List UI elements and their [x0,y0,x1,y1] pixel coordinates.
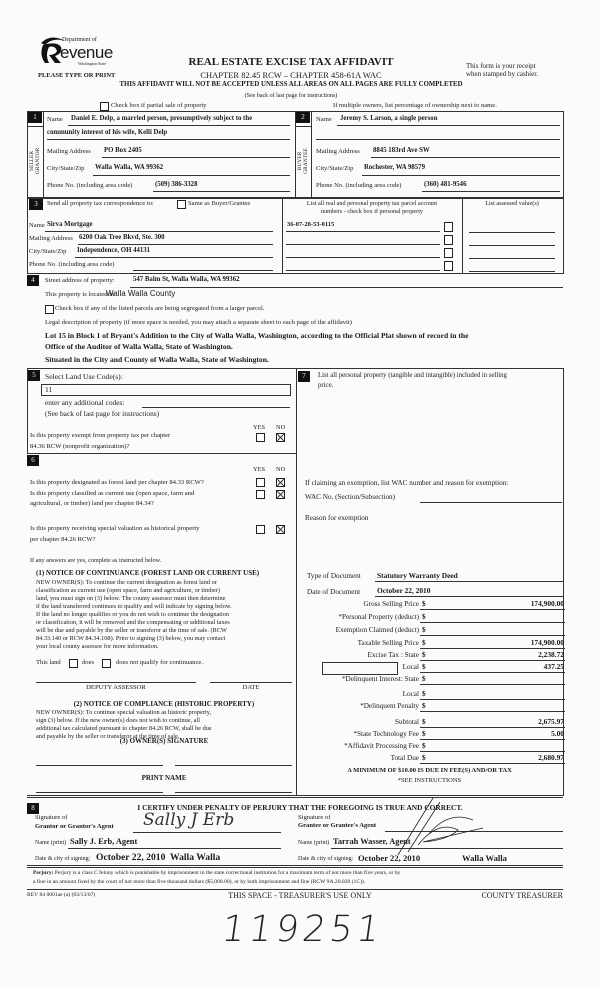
section-3-number: 3 [29,199,43,210]
notice-line: your local county assessor for more information. [36,643,159,650]
treasurer-use-label: THIS SPACE - TREASURER'S USE ONLY [228,891,372,900]
section-6-number: 6 [27,455,39,466]
tax-row-line [420,684,565,685]
exempt-yes-checkbox[interactable] [256,433,265,442]
section-2-number: 2 [296,112,310,123]
print-name-label: PRINT NAME [141,774,187,782]
historic-no-checkbox[interactable] [276,525,285,534]
grantee-sig-label-2: Grantee or Grantee's Agent [298,822,377,829]
yes-header: YES [253,424,266,431]
tax-row-label: *Personal Property (deduct) [338,613,419,621]
notice-line: NEW OWNER(S): To continue the current designation as forest land or [36,579,217,586]
grantee-date-label: Date & city of signing: [298,856,354,862]
perjury-line-1: Perjury: Perjury is a class C felony which is punishable by imprisonment in the state correctional institution for a maximum term of not more than five years, or by [33,870,401,876]
seller-mailing[interactable]: PO Box 2405 [104,147,142,154]
partial-sale-label: Check box if partial sale of property [111,102,207,109]
does-qualify-checkbox[interactable] [69,659,78,668]
deputy-assessor-field[interactable] [36,682,196,683]
form-title: REAL ESTATE EXCISE TAX AFFIDAVIT [188,56,394,68]
notice2-title: (2) NOTICE OF COMPLIANCE (HISTORIC PROPERTY) [73,700,255,708]
legal-label: Legal description of property (if more space is needed, you may attach a separate sheet to each page of the affidavit) [45,319,352,326]
notice-line: will be due and payable by the seller or transferor at the time of sale. (RCW [36,627,227,634]
land-use-label: Select Land Use Code(s): [45,372,123,381]
current-use-no-checkbox[interactable] [276,490,285,499]
wac-field[interactable] [420,502,562,503]
personal-property-label-2: price. [318,382,334,389]
current-use-yes-checkbox[interactable] [256,490,265,499]
sec3-mailing-label: Mailing Address [29,235,73,242]
grantor-name[interactable]: Sally J. Erb, Agent [70,837,138,846]
perjury-line-2: a fine in an amount fixed by the court of not more than five thousand dollars ($5,000.00), or by both imprisonment and fine (RCW 9A.20.020 (1C)). [33,879,366,885]
notice-line: if the land transferred continues to qualify and will indicate by signing below. [36,603,232,610]
does-not-qualify-checkbox[interactable] [102,659,111,668]
additional-codes-field[interactable] [142,407,290,408]
currency-sign: $ [422,613,426,621]
owner-signature-label: (3) OWNER(S) SIGNATURE [119,737,209,745]
see-back: (See back of last page for instructions) [244,93,338,99]
grantor-date[interactable]: October 22, 2010 [96,852,166,863]
historic-question-1: Is this property receiving special valuation as historical property [30,525,200,532]
print-name-field-2[interactable] [175,792,292,793]
grantor-city[interactable]: Walla Walla [170,852,221,863]
section-5-number: 5 [28,370,40,381]
currency-sign: $ [422,675,426,683]
seller-city-label: City/State/Zip [47,165,85,172]
seller-grantor-label: SELLER GRANTOR [29,147,41,175]
see-instructions: *SEE INSTRUCTIONS [397,777,462,784]
doc-type[interactable]: Statutory Warranty Deed [377,571,458,580]
tax-row-value[interactable]: 2,675.97 [538,717,564,726]
segregate-checkbox[interactable] [45,305,54,314]
exempt-no-checkbox[interactable] [276,433,285,442]
tax-row-line [420,609,565,610]
logo-line1: Department of [62,37,97,43]
tax-row-line [420,763,565,764]
tax-row-line [420,739,565,740]
currency-sign: $ [422,718,426,726]
personal-property-checkbox-3[interactable] [444,248,453,258]
currency-sign: $ [422,690,426,698]
seller-phone-label: Phone No. (including area code) [47,182,133,189]
receipt-note-1: This form is your receipt [466,62,536,70]
tax-row-line [420,751,565,752]
notice-line: additional tax calculated pursuant to chapter 84.26 RCW, shall be due [36,725,212,732]
grantor-name-label: Name (print) [35,840,67,846]
seller-name-2[interactable]: community interest of his wife, Kelli Delp [47,129,168,136]
currency-sign: $ [422,626,426,634]
sec3-name-label: Name [29,222,45,229]
buyer-phone[interactable]: (360) 481-9546 [424,181,467,188]
county[interactable]: Walla Walla County [106,289,176,298]
tax-row-value[interactable]: 174,900.00 [530,638,564,647]
currency-sign: $ [422,702,426,710]
please-type: PLEASE TYPE OR PRINT [38,72,116,79]
minimum-note: A MINIMUM OF $10.00 IS DUE IN FEE(S) AND/OR TAX [347,767,512,774]
grantee-name-label: Name (print) [298,840,330,846]
grantor-signature[interactable]: Sally J Erb [143,810,235,830]
grantee-name[interactable]: Tarrah Wasser, Agent [333,837,411,846]
grantee-signature[interactable] [378,790,488,860]
tax-row-label: Exemption Claimed (deduct) [335,626,419,634]
seller-phone[interactable]: (509) 386-3328 [155,181,198,188]
assessed-value-1[interactable] [469,232,555,233]
tax-row-label: Taxable Selling Price [357,639,419,647]
notice-line: and payable by the seller or transferor at the time of sale. [36,733,180,740]
grantee-date[interactable]: October 22, 2010 [358,853,421,863]
legal-description-2[interactable]: Office of the Auditor of Walla Walla, State of Washington. [45,342,233,351]
notice-line: or classification, it will be removed and the compensating or additional taxes [36,619,230,626]
form-revision: REV 84 0001ae (a) (03/13/07) [27,892,96,898]
forest-no-checkbox[interactable] [276,478,285,487]
deputy-date-label: DATE [242,684,260,691]
multiple-owners-note: If multiple owners, list percentage of ownership next to name. [333,102,497,109]
print-name-field-1[interactable] [36,792,163,793]
tax-row-line [420,622,565,623]
notice-line: NEW OWNER(S): To continue special valuation as historic property, [36,709,212,716]
grantor-sig-label-2: Grantor or Grantor's Agent [35,823,114,830]
tax-row-label: *Affidavit Processing Fee [344,742,419,750]
does-not-label: does not qualify for continuance. [116,659,203,666]
yes-header: YES [253,466,266,473]
tax-row-line [420,711,565,712]
street-address[interactable]: 547 Balm St, Walla Walla, WA 99362 [133,276,240,283]
historic-question-2: per chapter 84.26 RCW? [30,536,96,543]
current-use-question-1: Is this property classified as current use (open space, farm and [30,490,195,497]
section-8-number: 8 [27,803,39,814]
grantor-date-label: Date & city of signing: [35,856,91,862]
owner-signature-field-1[interactable] [36,765,163,766]
street-label: Street address of property: [45,277,115,284]
sec3-city-label: City/State/Zip [29,248,67,255]
tax-row-label: Excise Tax : State [367,651,419,659]
forest-question: Is this property designated as forest land per chapter 84.33 RCW? [30,479,204,486]
logo-line3: Washington State [78,61,107,66]
tax-row-label: Gross Selling Price [363,600,419,608]
chapter: CHAPTER 82.45 RCW – CHAPTER 458-61A WAC [200,70,382,80]
tax-row-label: *Delinquent Penalty [360,702,419,710]
assessed-heading: List assessed value(s) [485,200,539,207]
grantee-city[interactable]: Walla Walla [462,853,507,863]
buyer-city[interactable]: Rochester, WA 98579 [364,164,425,171]
buyer-phone-label: Phone No. (including area code) [316,182,402,189]
deputy-date-field[interactable] [210,682,292,683]
section-1-number: 1 [28,112,42,123]
personal-property-checkbox-2[interactable] [444,235,453,245]
buyer-name[interactable]: Jeremy S. Larson, a single person [340,115,438,122]
county-treasurer-label: COUNTY TREASURER [481,891,563,900]
notice-line: land, you must sign on (3) below. The county assessor must then determine [36,595,226,602]
sec3-mailing[interactable]: 6200 Oak Tree Bkvd, Ste. 300 [79,234,165,241]
buyer-mailing[interactable]: 8845 183rd Ave SW [373,147,430,154]
tax-row-line [420,660,565,661]
buyer-city-label: City/State/Zip [316,165,354,172]
notice-line: If the land no longer qualifies or you do not wish to continue the designation [36,611,230,618]
tax-row-label: Local [402,690,419,698]
tax-row-value[interactable]: 2,238.72 [538,650,564,659]
tax-row-line [420,699,565,700]
tax-row-label: *Delinquent Interest: State [341,675,419,683]
seller-name-1[interactable]: Daniel E. Delp, a married person, presumptively subject to the [71,115,253,122]
notice1-title: (1) NOTICE OF CONTINUANCE (FOREST LAND OR CURRENT USE) [36,569,260,577]
land-use-code: 11 [45,385,53,394]
additional-codes-label: enter any additional codes: [45,398,125,407]
no-header: NO [276,424,286,431]
receipt-note-2: when stamped by cashier. [466,70,538,78]
land-use-code-field[interactable] [41,384,291,396]
sec3-phone-field[interactable] [133,270,273,271]
warning: THIS AFFIDAVIT WILL NOT BE ACCEPTED UNLESS ALL AREAS ON ALL PAGES ARE FULLY COMPLETED [119,81,463,88]
tax-row-value[interactable]: 2,680.97 [538,753,564,762]
current-use-question-2: agricultural, or timber) land per chapter 84.34? [30,500,154,507]
owner-signature-field-2[interactable] [175,765,292,766]
currency-sign: $ [422,600,426,608]
currency-sign: $ [422,639,426,647]
exempt-question-2: 84.36 RCW (nonprofit organization)? [30,443,130,450]
assessed-value-3[interactable] [469,258,555,259]
tax-row-line [420,672,565,673]
if-any-yes: If any answers are yes, complete as instructed below. [30,557,162,564]
notice-line: classification as current use (open space, farm and agriculture, or timber) [36,587,220,594]
doc-date[interactable]: October 22, 2010 [377,586,431,595]
tax-row-line [420,727,565,728]
personal-property-checkbox-1[interactable] [444,222,453,232]
buyer-grantee-label: BUYER GRANTEE [297,148,309,174]
seller-city[interactable]: Walla Walla, WA 99362 [95,164,164,171]
tax-row-label: Total Due [390,754,419,762]
exempt-question-1: Is this property exempt from property tax per chapter [30,432,171,439]
handwritten-number: 119251 [219,909,387,950]
sec3-heading: Send all property tax correspondence to: [47,200,154,207]
doc-type-label: Type of Document [307,572,361,580]
seller-name-label: Name [47,116,63,123]
deputy-assessor-label: DEPUTY ASSESSOR [86,684,146,691]
currency-sign: $ [422,663,426,671]
personal-property-checkbox-4[interactable] [444,261,453,271]
notice-line: 84.33.140 or RCW 84.34.108). Prior to signing (3) below, you may contact [36,635,226,642]
wac-label: WAC No. (Section/Subsection) [305,493,396,501]
tax-row-line [420,648,565,649]
tax-row-value[interactable]: 5.00 [551,729,564,738]
reason-label: Reason for exemption [305,514,369,522]
sec3-name[interactable]: Sirva Mortgage [47,221,93,228]
certify-statement: I CERTIFY UNDER PENALTY OF PERJURY THAT THE FOREGOING IS TRUE AND CORRECT. [137,803,463,812]
tax-row-value[interactable]: 437.25 [543,662,564,671]
sec5-instructions: (See back of last page for instructions) [45,409,160,418]
sec3-city[interactable]: Independence, OH 44131 [77,247,151,254]
does-label: does [82,659,95,666]
doc-date-label: Date of Document [307,588,361,596]
segregate-label: Check box if any of the listed parcels are being segregated from a larger parcel. [55,305,265,312]
legal-description-1[interactable]: Lot 15 in Block 1 of Bryant's Addition to the City of Walla Walla, Washington, according to the Official Plat shown of record in the [45,331,469,340]
parcel-heading-2: numbers - check box if personal property [320,208,424,215]
currency-sign: $ [422,754,426,762]
located-label: This property is located in [45,291,115,298]
currency-sign: $ [422,651,426,659]
currency-sign: $ [422,730,426,738]
assessed-value-2[interactable] [469,245,555,246]
grantee-sig-label-1: Signature of [298,814,331,821]
tax-row-value[interactable]: 174,900.00 [530,599,564,608]
this-land-label: This land [36,659,61,666]
currency-sign: $ [422,742,426,750]
buyer-mailing-label: Mailing Address [316,148,360,155]
section-4-number: 4 [27,275,39,286]
buyer-name-label: Name [316,116,332,123]
same-as-buyer-label: Same as Buyer/Grantee [188,200,251,207]
partial-sale-checkbox[interactable] [100,102,109,111]
seller-mailing-label: Mailing Address [47,148,91,155]
assessed-value-4[interactable] [469,271,555,272]
situated[interactable]: Situated in the City and County of Walla Walla, State of Washington. [45,355,269,364]
exemption-claim-label: If claiming an exemption, list WAC number and reason for exemption: [305,479,509,487]
personal-property-label-1: List all personal property (tangible and intangible) included in selling [318,372,507,379]
no-header: NO [276,466,286,473]
tax-row-label: *State Technology Fee [353,730,419,738]
notice-line: sign (3) below. If the new owner(s) does not wish to continue, all [36,717,200,724]
parcel-number-1[interactable]: 36-07-28-53-0115 [287,221,335,228]
grantor-sig-label-1: Signature of [35,814,68,821]
parcel-heading-1: List all real and personal property tax parcel account [306,200,438,207]
tax-row-line [420,635,565,636]
sec3-phone-label: Phone No. (including area code) [29,261,115,268]
forest-yes-checkbox[interactable] [256,478,265,487]
tax-row-label: Local [402,663,419,671]
tax-row-label: Subtotal [395,718,419,726]
historic-yes-checkbox[interactable] [256,525,265,534]
same-as-buyer-checkbox[interactable] [177,200,186,209]
logo-line2: evenue [60,43,113,62]
section-7-number: 7 [298,371,310,382]
